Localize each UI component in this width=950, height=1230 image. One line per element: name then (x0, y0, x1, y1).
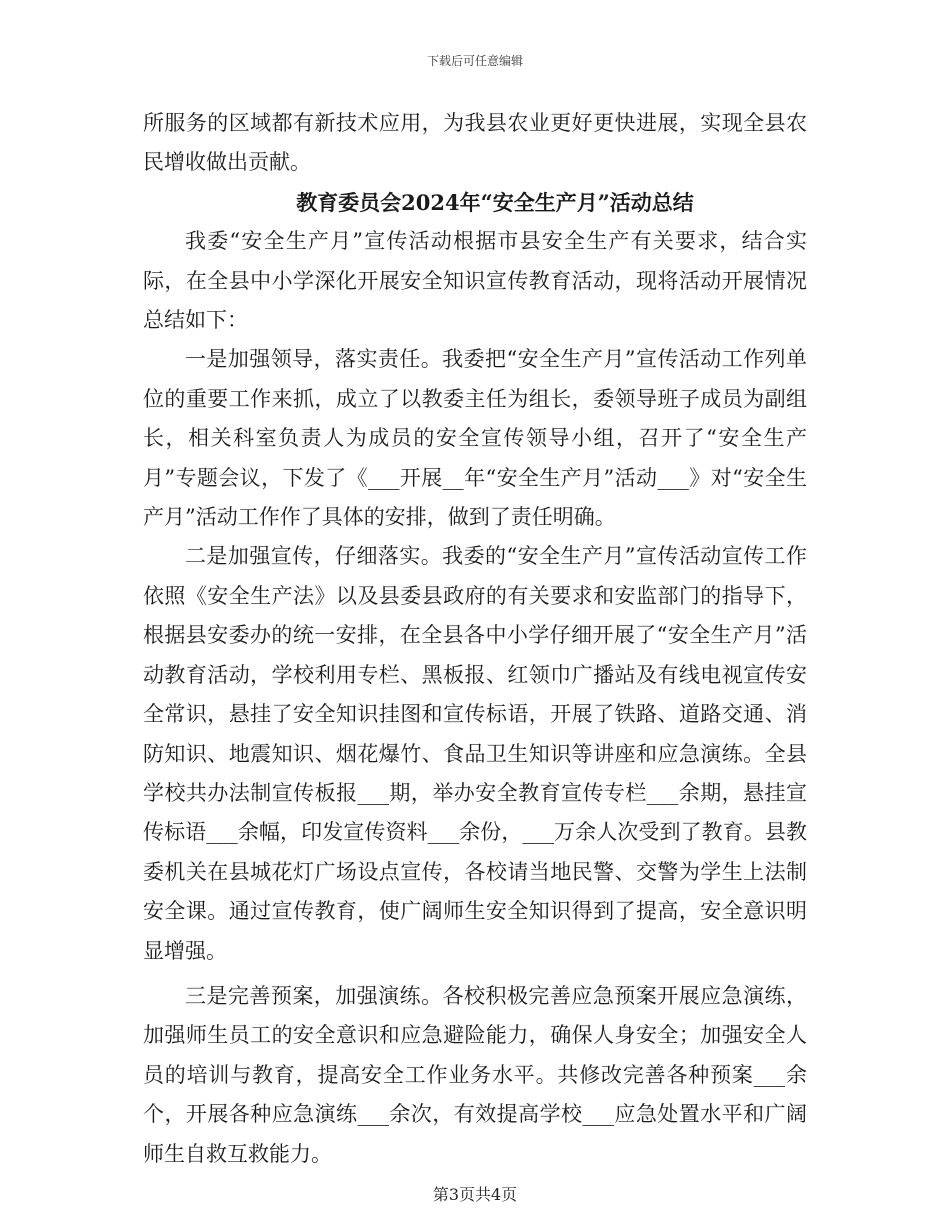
intro-paragraph: 我委“安全生产月”宣传活动根据市县安全生产有关要求，结合实际，在全县中小学深化开展安全知识宣传教育活动，现将活动开展情况总结如下： (143, 229, 807, 333)
document-title: 教育委员会2024年“安全生产月”活动总结 (296, 189, 694, 215)
paragraph-drills: 三是完善预案，加强演练。各校积极完善应急预案开展应急演练，加强师生员工的安全意识和应急避险能力，确保人身安全；加强安全人员的培训与教育，提高安全工作业务水平。共修改完善各种预案___余个，开展各种应急演练___余次，有效提高学校___应急处置水平和广阔师生自救互救能力。 (143, 983, 807, 1166)
paragraph-publicity: 二是加强宣传，仔细落实。我委的“安全生产月”宣传活动宣传工作依照《安全生产法》以及县委县政府的有关要求和安监部门的指导下，根据县安委办的统一安排，在全县各中小学仔细开展了“安全生产月”活动教育活动，学校利用专栏、黑板报、红领巾广播站及有线电视宣传安全常识，悬挂了安全知识挂图和宣传标语，开展了铁路、道路交通、消防知识、地震知识、烟花爆竹、食品卫生知识等讲座和应急演练。全县学校共办法制宣传板报___期，举办安全教育宣传专栏___余期，悬挂宣传标语___余幅，印发宣传资料___余份，___万余人次受到了教育。县教委机关在县城花灯广场设点宣传，各校请当地民警、交警为学生上法制安全课。通过宣传教育，使广阔师生安全知识得到了提高，安全意识明显增强。 (143, 544, 807, 963)
page-header: 下载后可任意编辑 (426, 54, 523, 68)
continuation-paragraph: 所服务的区域都有新技术应用，为我县农业更好更快进展，实现全县农民增收做出贡献。 (143, 111, 807, 175)
paragraph-leadership: 一是加强领导，落实责任。我委把“安全生产月”宣传活动工作列单位的重要工作来抓，成立了以教委主任为组长，委领导班子成员为副组长，相关科室负责人为成员的安全宣传领导小组，召开了“安全生产月”专题会议，下发了《___开展__年“安全生产月”活动___》对“安全生产月”活动工作作了具体的安排，做到了责任明确。 (143, 347, 807, 530)
document-body (143, 104, 807, 1174)
page-footer: 第3页共4页 (432, 1185, 518, 1204)
